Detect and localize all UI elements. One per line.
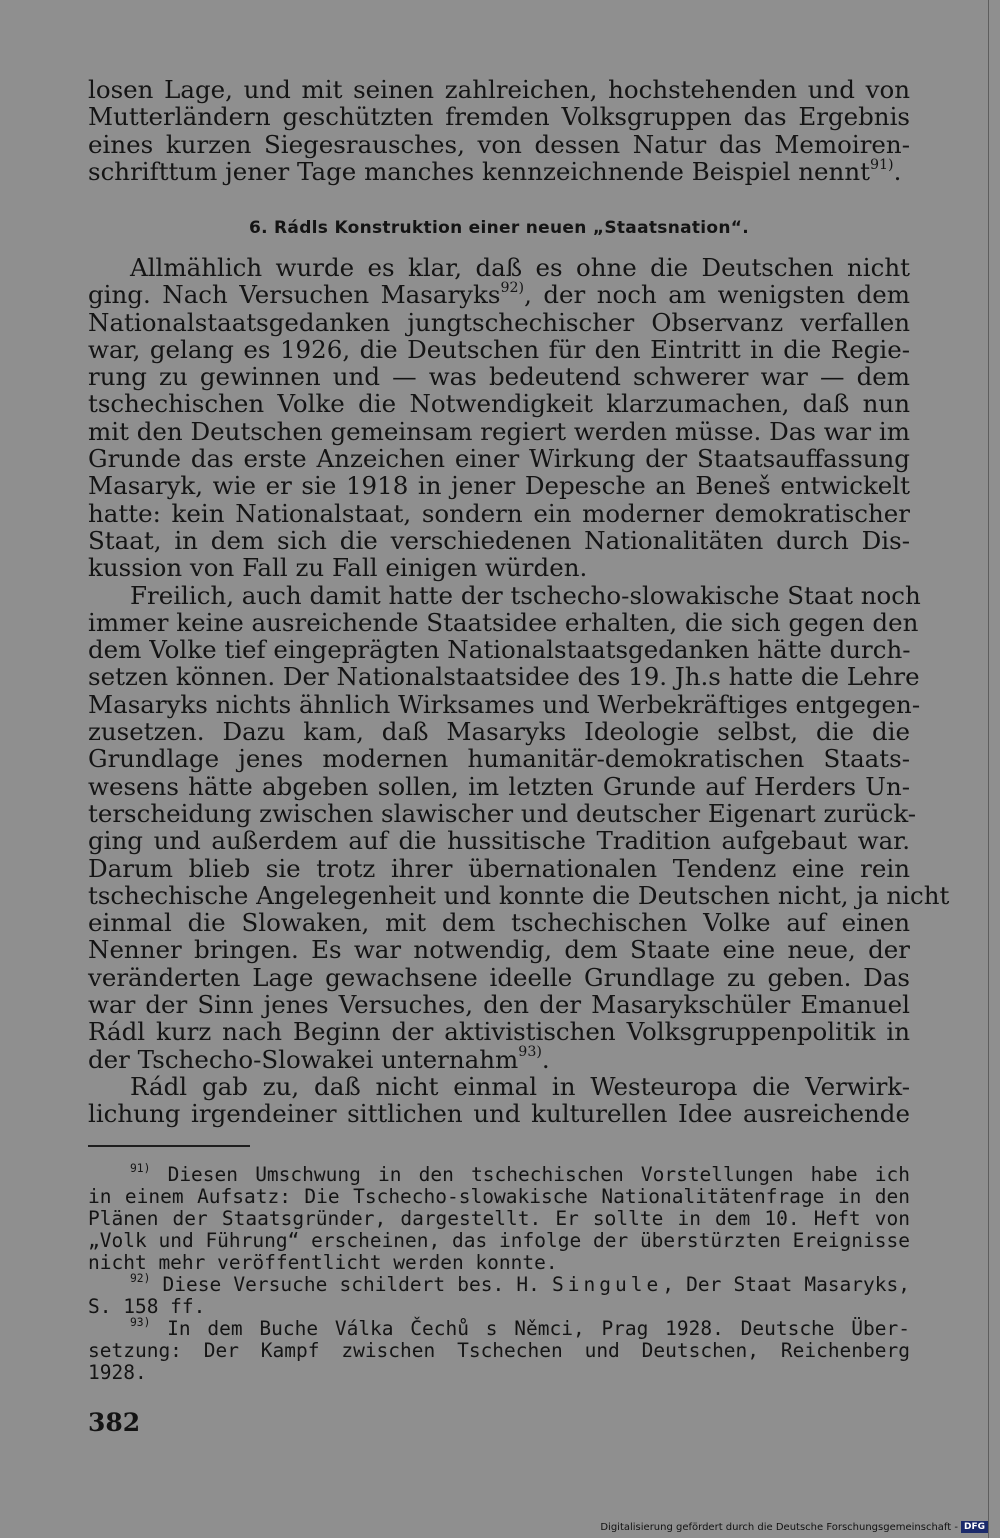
text-line: Staat, in dem sich die verschiedenen Nationalitäten durch Dis- <box>88 525 910 555</box>
page-edge-line <box>988 0 989 1538</box>
text-line: hatte: kein Nationalstaat, sondern ein moderner demokratischer <box>88 498 910 528</box>
text-line: wesens hätte abgeben sollen, im letzten Grunde auf Herders Un- <box>88 771 910 801</box>
text-line: Nenner bringen. Es war notwendig, dem Staate eine neue, der <box>88 935 910 965</box>
text-line: mit den Deutschen gemeinsam regiert werden müsse. Das war im <box>88 416 910 446</box>
footnotes <box>88 1161 910 1384</box>
text-line: Mutterländern geschützten fremden Volksgruppen das Ergebnis <box>88 102 910 132</box>
text-line: war der Sinn jenes Versuches, den der Masarykschüler Emanuel <box>88 990 910 1020</box>
text-line: Masaryks nichts ähnlich Wirksames und Werbekräftiges entgegen- <box>88 689 921 719</box>
text-line: ging. Nach Versuchen Masaryks$^{92)}$, der noch am wenigsten dem <box>88 280 911 310</box>
text-line: war, gelang es 1926, die Deutschen für den Eintritt in die Regie- <box>88 334 910 364</box>
text-line: kussion von Fall zu Fall einigen würden. <box>88 553 588 583</box>
text-line: tschechische Angelegenheit und konnte die Deutschen nicht, ja nicht <box>88 880 950 910</box>
text-line: setzen können. Der Nationalstaatsidee des 19. Jh.s hatte die Lehre <box>88 662 920 692</box>
text-line: Freilich, auch damit hatte der tschecho-slowakische Staat noch <box>130 580 921 610</box>
page-number: 382 <box>88 1408 141 1437</box>
text-line: einmal die Slowaken, mit dem tschechischen Volke auf einen <box>88 908 910 938</box>
text-line: Allmählich wurde es klar, daß es ohne die Deutschen nicht <box>130 253 910 282</box>
text-line: S. 158 ff. <box>88 1295 206 1318</box>
text-line: schrifttum jener Tage manches kennzeichnende Beispiel nennt$^{91)}$. <box>88 156 902 186</box>
text-line: Rádl gab zu, daß nicht einmal in Westeuropa die Verwirk- <box>130 1071 910 1101</box>
text-line: nicht mehr veröffentlicht werden konnte. <box>88 1251 558 1274</box>
text-line: Grundlage jenes modernen humanitär-demokratischen Staats- <box>88 744 910 774</box>
footer-text: Digitalisierung gefördert durch die Deutsche Forschungsgemeinschaft - <box>600 1521 958 1533</box>
text-line: eines kurzen Siegesrausches, von dessen Natur das Memoiren- <box>88 129 910 159</box>
text-line: setzung: Der Kampf zwischen Tschechen und Deutschen, Reichenberg <box>88 1339 910 1362</box>
text-line: terscheidung zwischen slawischer und deutscher Eigenart zurück- <box>88 798 917 828</box>
text-line: rung zu gewinnen und — was bedeutend schwerer war — dem <box>88 362 910 392</box>
text-line: zusetzen. Dazu kam, daß Masaryks Ideologie selbst, die die <box>88 717 910 747</box>
dfg-logo: DFG <box>961 1521 988 1533</box>
text-line: der Tschecho-Slowakei unternahm$^{93)}$. <box>88 1044 550 1074</box>
footnote-93: $^{93)}$ In dem Buche Válka Čechů s Němci, Prag 1928. Deutsche Über- <box>130 1315 910 1340</box>
body-text <box>88 253 950 1129</box>
footnote-ref-91[interactable]: 91) <box>869 156 894 173</box>
text-line: in einem Aufsatz: Die Tschecho-slowakische Nationalitätenfrage in den <box>88 1185 910 1208</box>
paragraph-continuation <box>88 76 910 185</box>
text-line: Darum blieb sie trotz ihrer übernationalen Tendenz eine rein <box>88 853 910 883</box>
text-line: dem Volke tief eingeprägten Nationalstaatsgedanken hätte durch- <box>88 635 911 665</box>
text-line: „Volk und Führung“ erscheinen, das infolge der überstürzten Ereignisse <box>88 1229 910 1252</box>
section-heading: 6. Rádls Konstruktion einer neuen „Staatsnation“. <box>248 218 750 238</box>
footnote-ref-92[interactable]: 92) <box>500 280 525 297</box>
text-line: 1928. <box>88 1361 147 1384</box>
text-line: ging und außerdem auf die hussitische Tradition aufgebaut war. <box>88 826 910 856</box>
footnote-ref-93[interactable]: 93) <box>518 1044 542 1061</box>
text-line: veränderten Lage gewachsene ideelle Grundlage zu geben. Das <box>88 962 910 992</box>
footnote-91: $^{91)}$ Diesen Umschwung in den tschechischen Vorstellungen habe ich <box>130 1161 910 1186</box>
text-line: losen Lage, und mit seinen zahlreichen, hochstehenden und von <box>88 75 910 104</box>
digitization-footer <box>600 1520 988 1534</box>
text-line: Plänen der Staatsgründer, dargestellt. Er sollte in dem 10. Heft von <box>88 1207 910 1230</box>
footnote-separator <box>88 1145 250 1147</box>
text-line: Rádl kurz nach Beginn der aktivistischen Volksgruppenpolitik in <box>88 1017 910 1047</box>
text-line: Grunde das erste Anzeichen einer Wirkung der Staatsauffassung <box>88 444 910 474</box>
author-name: Singule <box>552 1273 663 1296</box>
text-line: Masaryk, wie er sie 1918 in jener Depesche an Beneš entwickelt <box>88 471 910 501</box>
footnote-92: $^{92)}$ Diese Versuche schildert bes. H. Singule, Der Staat Masaryks, <box>130 1271 910 1296</box>
text-line: tschechischen Volke die Notwendigkeit klarzumachen, daß nun <box>88 389 910 419</box>
text-line: lichung irgendeiner sittlichen und kulturellen Idee ausreichende <box>88 1099 910 1129</box>
text-line: immer keine ausreichende Staatsidee erhalten, die sich gegen den <box>88 607 919 637</box>
text-line: Nationalstaatsgedanken jungtschechischer Observanz verfallen <box>88 307 910 337</box>
